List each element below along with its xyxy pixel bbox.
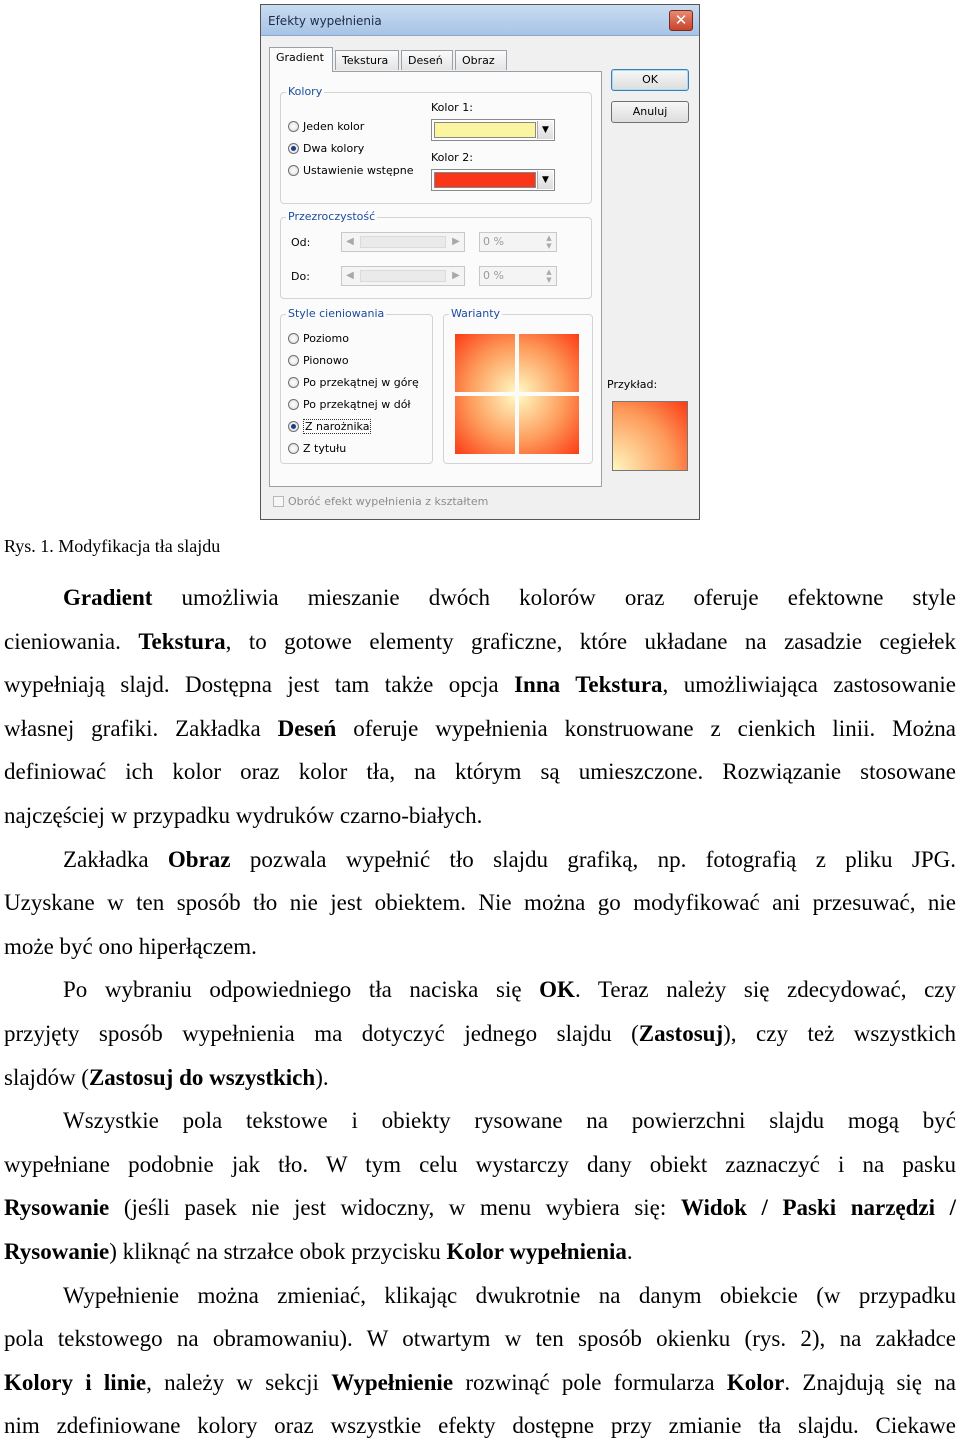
text-run: Uzyskane w ten sposób tło nie jest obiektem. Nie można go modyfikować ani przesuwać, nie [4,890,956,916]
od-spinner[interactable] [479,232,557,252]
radio-dot [288,121,299,132]
checkbox-label: Obróć efekt wypełnienia z kształtem [288,495,489,508]
do-spinner[interactable] [479,266,557,286]
paragraph-line [4,576,956,620]
text-run: może być ono hiperłączem. [4,933,257,959]
radio-po-przekatnej-w-dol[interactable] [288,397,411,413]
bold-term: OK [539,977,575,1003]
text-run: umożliwia mieszanie dwóch kolorów oraz oferuje efektowne style [152,585,956,610]
paragraph-line [4,1404,956,1448]
group-kolory [280,85,592,204]
chevron-right-icon: ▶ [452,270,460,281]
dialog-title: Efekty wypełnienia [268,14,382,28]
paragraph-line [4,1361,956,1405]
radio-dot [288,377,299,388]
chevron-down-icon: ▼ [537,171,553,189]
radio-label: Pionowo [303,354,349,367]
text-run: Po wybraniu odpowiedniego tła naciska się [63,977,540,1003]
bold-term: Kolory i linie [4,1369,147,1395]
text-run: Zakładka [63,846,168,872]
text-run: wypełniają slajd. Dostępna jest tam także opcja [4,672,515,698]
group-przezroczystosc-legend: Przezroczystość [288,210,376,223]
variant-1[interactable] [455,334,515,392]
od-value: 0 % [483,235,504,248]
close-icon[interactable]: ✕ [669,10,693,31]
text-run: pola tekstowego na obramowaniu). W otwartym w ten sposób okienku (rys. 2), na zakładce [4,1326,956,1352]
radio-dot [288,443,299,454]
radio-ustawienie-wstepne[interactable] [288,163,413,179]
text-run: . Znajdują się na [784,1369,956,1395]
paragraph-line [4,1099,956,1143]
slider-track [360,270,446,282]
text-run: . Teraz należy się zdecydować, czy [574,977,956,1003]
radio-label: Poziomo [303,332,349,345]
radio-po-przekatnej-w-gore[interactable] [288,375,419,391]
variant-3[interactable] [455,396,515,454]
text-run: przyjęty sposób wypełnienia ma dotyczyć jednego slajdu ( [4,1020,639,1046]
title-bar [261,5,699,36]
fill-effects-dialog [260,4,700,520]
paragraph-line [4,620,956,664]
variant-2[interactable] [519,334,579,392]
radio-poziomo[interactable] [288,331,349,347]
bold-term: Tekstura [138,628,226,654]
radio-dot [288,421,299,432]
paragraph-line [4,881,956,925]
text-run: nim zdefiniowane kolory oraz wszystkie efekty dostępne przy zmianie tła slajdu. Ciekawe [4,1413,956,1439]
text-run: oferuje wypełnienia konstruowane z cienkich linii. Można [336,715,956,741]
bold-term: Obraz [167,846,231,872]
bold-term: Kolor wypełnienia [446,1238,627,1264]
paragraph-line [4,663,956,707]
document-body [4,576,956,1448]
radio-jeden-kolor[interactable] [288,119,364,135]
text-run: własnej grafiki. Zakładka [4,715,278,741]
radio-label: Po przekątnej w górę [303,376,419,389]
slider-track [360,236,446,248]
gradient-panel [269,71,602,487]
radio-z-naroznika[interactable] [288,419,371,435]
color1-label: Kolor 1: [431,101,473,114]
radio-dwa-kolory[interactable] [288,141,364,157]
do-value: 0 % [483,269,504,282]
text-run: najczęściej w przypadku wydruków czarno-białych. [4,802,483,828]
od-slider[interactable] [341,232,465,252]
text-run: (jeśli pasek nie jest widoczny, w menu wybiera się: [109,1195,681,1221]
checkbox-box [273,496,284,507]
preview-sample [612,401,688,471]
variant-4[interactable] [519,396,579,454]
od-label: Od: [291,236,311,249]
tab-desen[interactable]: Deseń [401,50,453,70]
color2-select[interactable] [431,169,555,191]
radio-label: Z tytułu [303,442,347,455]
radio-label: Z narożnika [305,420,370,433]
text-run: ). [315,1064,329,1090]
radio-pionowo[interactable] [288,353,349,369]
text-run: definiować ich kolor oraz kolor tła, na którym są umieszczone. Rozwiązanie stosowane [4,759,956,785]
bold-term: Deseń [277,715,337,741]
radio-dot [288,333,299,344]
bold-term: Wypełnienie [331,1369,454,1395]
radio-dot [288,165,299,176]
group-kolory-legend: Kolory [288,85,323,98]
paragraph-line [4,925,956,969]
group-warianty-legend: Warianty [451,307,501,320]
przyklad-label: Przykład: [607,378,658,391]
paragraph-line [4,1056,956,1100]
spin-arrows-icon: ▲ ▼ [546,234,552,250]
text-run: cieniowania. [4,628,139,654]
figure-caption: Rys. 1. Modyfikacja tła slajdu [4,536,221,556]
bold-term: Inna Tekstura [514,672,663,698]
chevron-left-icon: ◀ [346,270,354,281]
tab-obraz[interactable]: Obraz [455,50,507,70]
color2-label: Kolor 2: [431,151,473,164]
radio-dot [288,399,299,410]
text-run: , to gotowe elementy graficzne, które układane na zasadzie cegiełek [225,628,956,654]
radio-z-tytulu[interactable] [288,441,346,457]
paragraph-line [4,1186,956,1230]
text-run: , należy w sekcji [146,1369,332,1395]
text-run: slajdów ( [4,1064,89,1090]
cancel-button[interactable]: Anuluj [611,101,689,123]
bold-term: Rysowanie [4,1195,110,1221]
text-run: ), czy też wszystkich [723,1020,956,1046]
paragraph-line [4,1012,956,1056]
tab-tekstura[interactable]: Tekstura [335,50,399,70]
rotate-fill-checkbox[interactable] [273,495,488,508]
radio-label: Po przekątnej w dół [303,398,411,411]
text-run: pozwala wypełnić tło slajdu grafiką, np. fotografią z pliku JPG. [230,846,956,872]
paragraph-line [4,707,956,751]
paragraph-line [4,794,956,838]
group-style-legend: Style cieniowania [288,307,385,320]
bold-term: Zastosuj [638,1020,724,1046]
chevron-left-icon: ◀ [346,236,354,247]
group-style-cieniowania [280,307,433,464]
text-run: . [626,1238,633,1264]
color1-select[interactable] [431,119,555,141]
paragraph-line [4,838,956,882]
radio-dot [288,355,299,366]
text-run: , umożliwiająca zastosowanie [662,672,956,698]
radio-dot [288,143,299,154]
text-run: rozwinąć pole formularza [453,1369,727,1395]
tab-gradient[interactable]: Gradient [269,47,333,72]
color1-swatch [434,122,536,138]
radio-label: Ustawienie wstępne [303,164,414,177]
paragraph-line [4,1274,956,1318]
color2-swatch [434,172,536,188]
chevron-right-icon: ▶ [452,236,460,247]
spin-arrows-icon: ▲ ▼ [546,268,552,284]
paragraph-line [4,750,956,794]
paragraph-line [4,968,956,1012]
paragraph-line [4,1143,956,1187]
bold-term: Zastosuj do wszystkich [88,1064,316,1090]
group-warianty [443,307,593,464]
text-run: Wszystkie pola tekstowe i obiekty rysowane na powierzchni slajdu mogą być [63,1108,956,1134]
text-run: Wypełnienie można zmieniać, klikając dwukrotnie na danym obiekcie (w przypadku [63,1282,956,1308]
do-label: Do: [291,270,310,283]
group-przezroczystosc [280,210,592,299]
paragraph-line [4,1317,956,1361]
ok-button[interactable]: OK [611,69,689,91]
bold-term: Gradient [63,585,153,610]
radio-label: Jeden kolor [303,120,365,133]
radio-label: Dwa kolory [303,142,365,155]
bold-term: Rysowanie [4,1238,110,1264]
chevron-down-icon: ▼ [537,121,553,139]
bold-term: Widok / Paski narzędzi / [680,1195,957,1221]
text-run: wypełniane podobnie jak tło. W tym celu wystarczy dany obiekt zaznaczyć i na pasku [4,1151,956,1177]
do-slider[interactable] [341,266,465,286]
text-run: ) kliknąć na strzałce obok przycisku [109,1238,447,1264]
bold-term: Kolor [726,1369,785,1395]
paragraph-line [4,1230,956,1274]
